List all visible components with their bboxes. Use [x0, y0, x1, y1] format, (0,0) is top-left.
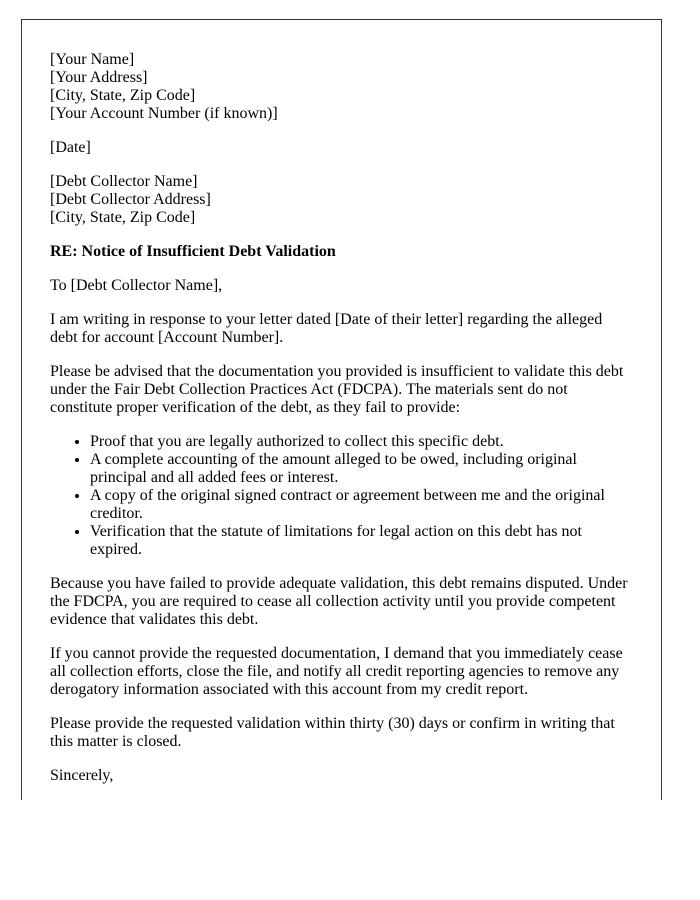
recipient-address-line: [Debt Collector Address]	[50, 191, 211, 208]
subject-line: RE: Notice of Insufficient Debt Validation	[50, 243, 336, 260]
recipient-name-line: [Debt Collector Name]	[50, 173, 198, 190]
body-paragraph-advisement: Please be advised that the documentation you provided is insufficient to validate this debt under the Fair Debt Collection Practices Act (FDCPA). The materials sent do not constitute proper verification of the debt, as they fail to provide:	[50, 363, 624, 416]
sender-account-number-line: [Your Account Number (if known)]	[50, 105, 278, 122]
list-item-original-contract: • A copy of the original signed contract or agreement between me and the original creditor.	[90, 487, 633, 523]
sender-address-block	[50, 51, 633, 123]
sender-city-state-zip-line: [City, State, Zip Code]	[50, 87, 196, 104]
recipient-address-block	[50, 173, 633, 227]
body-paragraph-dispute: Because you have failed to provide adequate validation, this debt remains disputed. Under the FDCPA, you are required to cease all collection activity until you provide competent evidence that validates this debt.	[50, 575, 628, 628]
date-line: [Date]	[50, 139, 91, 156]
sender-address-line: [Your Address]	[50, 69, 148, 86]
signoff: Sincerely,	[50, 767, 114, 784]
body-paragraph-demand: If you cannot provide the requested documentation, I demand that you immediately cease all collection efforts, close the file, and notify all credit reporting agencies to remove any derogatory information associated with this account from my credit report.	[50, 645, 623, 698]
recipient-city-state-zip-line: [City, State, Zip Code]	[50, 209, 196, 226]
letter-page	[21, 19, 662, 800]
body-paragraph-deadline: Please provide the requested validation within thirty (30) days or confirm in writing that this matter is closed.	[50, 715, 615, 750]
list-item-statute-of-limitations: • Verification that the statute of limitations for legal action on this debt has not expired.	[90, 523, 633, 559]
body-paragraph-intro: I am writing in response to your letter dated [Date of their letter] regarding the alleged debt for account [Account Number].	[50, 311, 603, 346]
sender-name-line: [Your Name]	[50, 51, 135, 68]
salutation: To [Debt Collector Name],	[50, 277, 223, 294]
list-item-accounting: • A complete accounting of the amount alleged to be owed, including original principal and all added fees or interest.	[90, 451, 633, 487]
list-item-authorization-proof: • Proof that you are legally authorized to collect this specific debt.	[90, 433, 633, 451]
deficiency-list	[50, 433, 633, 559]
